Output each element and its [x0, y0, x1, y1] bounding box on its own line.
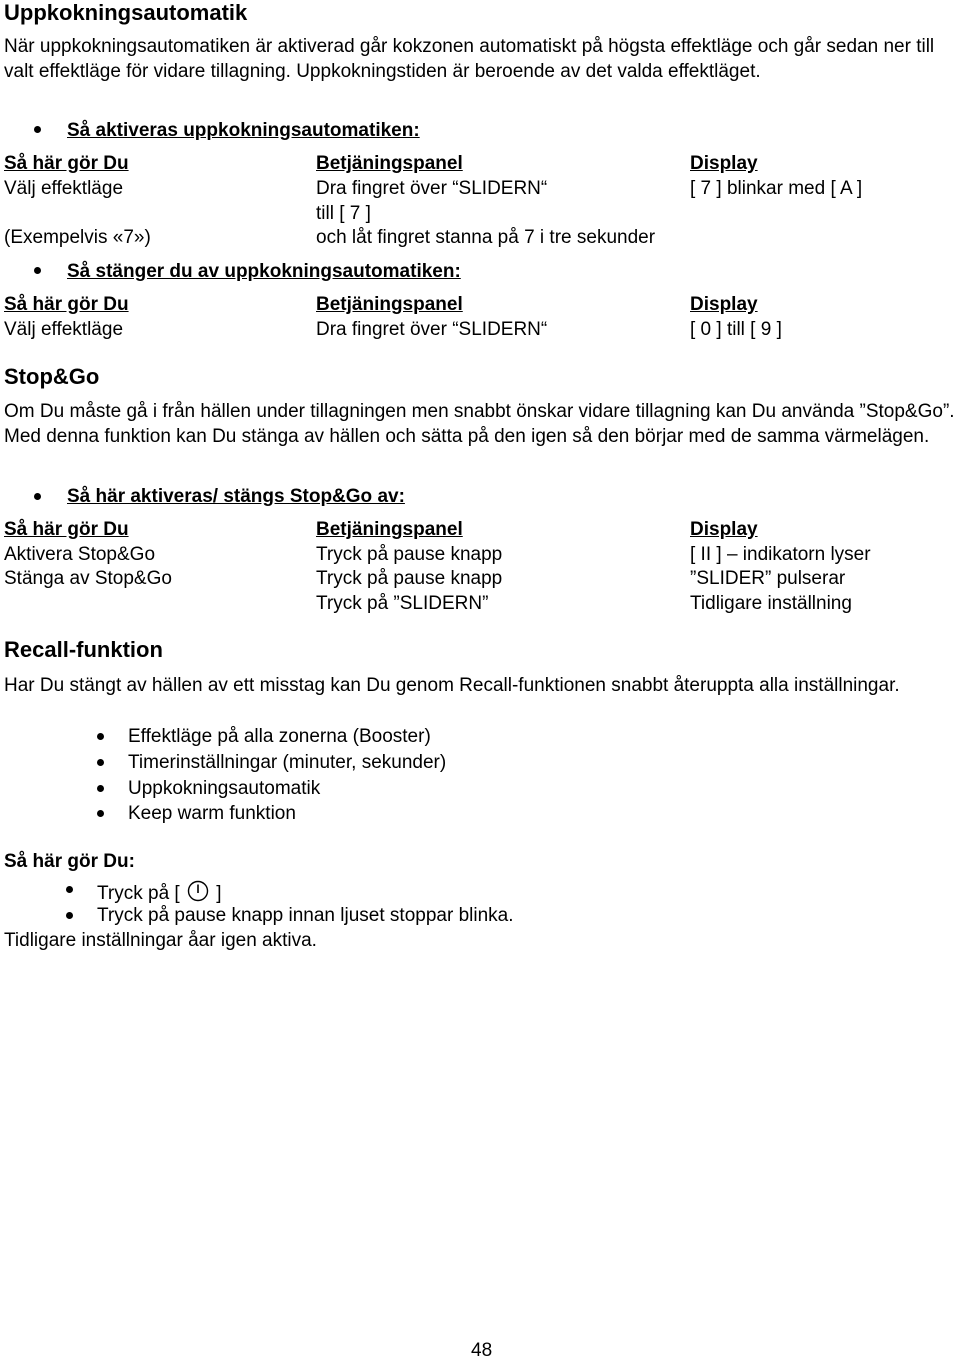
- table-cell: [ II ] – indikatorn lyser: [690, 544, 871, 565]
- col-header-action: Så här gör Du: [4, 519, 129, 540]
- section-title-stop-go: Stop&Go: [4, 364, 100, 389]
- section-title-recall: Recall-funktion: [4, 637, 163, 662]
- col-header-action: Så här gör Du: [4, 153, 129, 174]
- list-item: Uppkokningsautomatik: [128, 778, 321, 799]
- list-item: Timerinställningar (minuter, sekunder): [128, 752, 447, 773]
- table-cell: Stänga av Stop&Go: [4, 568, 172, 589]
- col-header-panel: Betjäningspanel: [316, 519, 463, 540]
- col-header-action: Så här gör Du: [4, 294, 129, 315]
- table-cell: Tidligare inställning: [690, 593, 852, 614]
- uppkokning-intro: När uppkokningsautomatiken är aktiverad går kokzonen automatiskt på högsta effektläge och går sedan ner till valt effektläge för vidare tillagning. Uppkokningstiden är beroende av det valda effektläget.: [4, 36, 935, 82]
- bullet-icon: [66, 886, 73, 893]
- col-header-display: Display: [690, 519, 758, 540]
- list-item: Keep warm funktion: [128, 803, 296, 824]
- step-prefix: Tryck på [: [97, 883, 180, 904]
- bullet-icon: [97, 785, 104, 792]
- stop-go-intro: Om Du måste gå i från hällen under tillagningen men snabbt önskar vidare tillagning kan Du använda ”Stop&Go”. Med denna funktion kan Du stänga av hällen och sätta på den igen så den börjar med de samma värmelägen.: [4, 401, 955, 447]
- bullet-icon: [34, 267, 41, 274]
- stop-go-heading: Så här aktiveras/ stängs Stop&Go av:: [67, 486, 405, 507]
- bullet-icon: [66, 912, 73, 919]
- deactivate-heading: Så stänger du av uppkokningsautomatiken:: [67, 261, 461, 282]
- table-cell: (Exempelvis «7»): [4, 227, 151, 248]
- step-press-power: [97, 880, 222, 903]
- table-cell: Tryck på pause knapp: [316, 568, 503, 589]
- col-header-display: Display: [690, 294, 758, 315]
- step-press-pause: Tryck på pause knapp innan ljuset stoppar blinka.: [97, 905, 514, 926]
- table-cell: Tryck på ”SLIDERN”: [316, 593, 489, 614]
- table-cell: Aktivera Stop&Go: [4, 544, 156, 565]
- table-cell: Tryck på pause knapp: [316, 544, 503, 565]
- table-cell: Dra fingret över “SLIDERN“: [316, 319, 548, 340]
- table-cell: [ 7 ] blinkar med [ A ]: [690, 178, 863, 199]
- bullet-icon: [97, 733, 104, 740]
- step-suffix: ]: [216, 883, 222, 904]
- page-number: 48: [471, 1340, 493, 1361]
- bullet-icon: [97, 759, 104, 766]
- table-cell: [ 0 ] till [ 9 ]: [690, 319, 782, 340]
- activate-heading: Så aktiveras uppkokningsautomatiken:: [67, 120, 420, 141]
- bullet-icon: [34, 493, 41, 500]
- bullet-icon: [34, 126, 41, 133]
- recall-intro: Har Du stängt av hällen av ett misstag kan Du genom Recall-funktionen snabbt återuppta alla inställningar.: [4, 675, 900, 696]
- table-cell: Välj effektläge: [4, 178, 124, 199]
- col-header-display: Display: [690, 153, 758, 174]
- bullet-icon: [97, 810, 104, 817]
- outro-text: Tidligare inställningar åar igen aktiva.: [4, 930, 317, 951]
- col-header-panel: Betjäningspanel: [316, 153, 463, 174]
- list-item: Effektläge på alla zonerna (Booster): [128, 726, 431, 747]
- table-cell: Dra fingret över “SLIDERN“: [316, 178, 548, 199]
- power-icon: [187, 880, 209, 902]
- table-cell: Välj effektläge: [4, 319, 124, 340]
- table-cell: ”SLIDER” pulserar: [690, 568, 846, 589]
- table-cell: till [ 7 ]: [316, 203, 371, 224]
- howto-heading: Så här gör Du:: [4, 851, 135, 872]
- col-header-panel: Betjäningspanel: [316, 294, 463, 315]
- table-cell: och låt fingret stanna på 7 i tre sekunder: [316, 227, 656, 248]
- section-title-uppkokningsautomatik: Uppkokningsautomatik: [4, 0, 248, 25]
